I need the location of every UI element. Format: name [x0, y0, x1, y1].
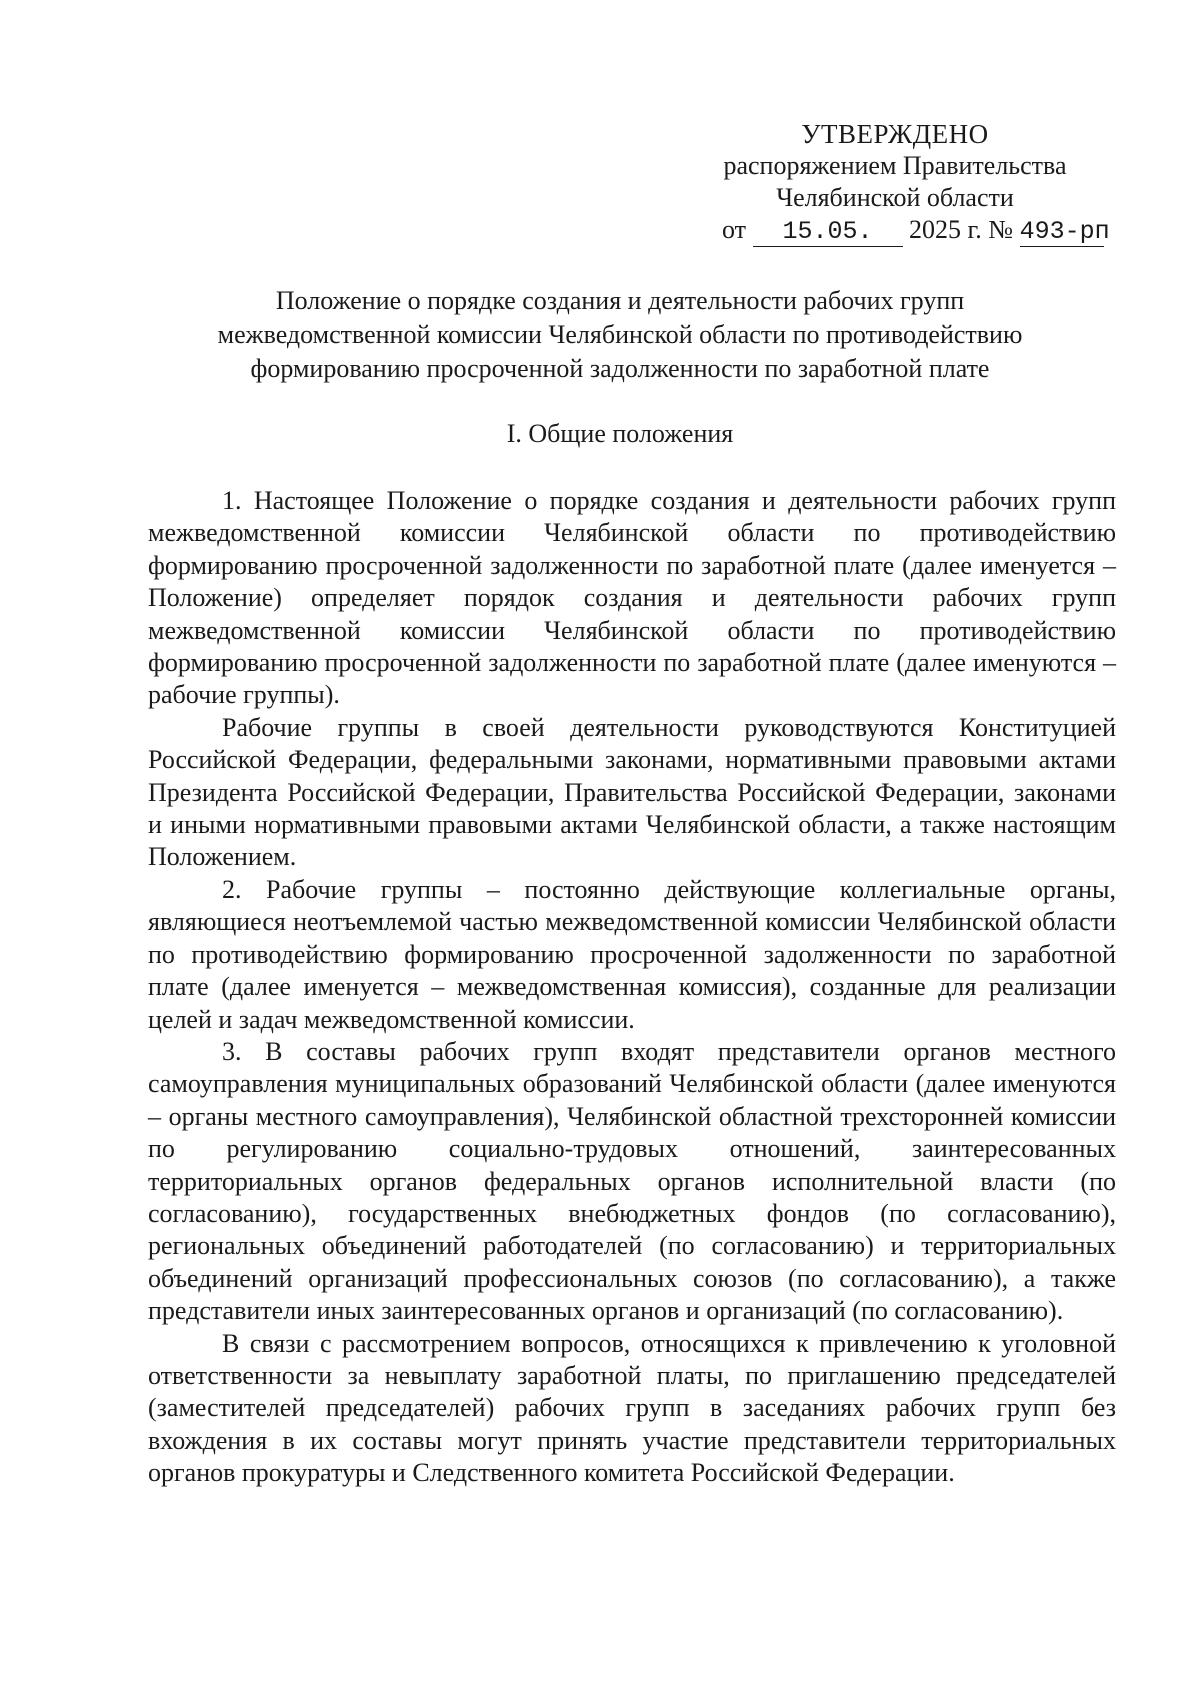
approved-heading: УТВЕРЖДЕНО [801, 119, 989, 149]
approval-year-label: 2025 г. № [909, 215, 1014, 244]
date-prefix: от [722, 215, 747, 244]
title-line-3: формированию просроченной задолженности по заработной плате [250, 354, 990, 383]
approval-date-value: 15.05. [753, 218, 903, 247]
document-title [150, 284, 1090, 386]
paragraph-4: 3. В составы рабочих групп входят представители органов местного самоуправления муниципальных образований Челябинской области (далее именуются – органы местного самоуправления), Челябинской областной трехсторонней комиссии по регулированию социально-трудовых отношений, заинтересованных территориальных органов федеральных органов исполнительной власти (по согласованию), государственных внебюджетных фондов (по согласованию), региональных объединений работодателей (по согласованию) и территориальных объединений организаций профессиональных союзов (по согласованию), а также представители иных заинтересованных органов и организаций (по согласованию). [148, 1036, 1116, 1326]
title-line-2: межведомственной комиссии Челябинской области по противодействию [217, 320, 1023, 349]
approval-line-2: Челябинской области [776, 183, 1014, 212]
title-line-1: Положение о порядке создания и деятельности рабочих групп [275, 286, 965, 315]
paragraph-3: 2. Рабочие группы – постоянно действующие коллегиальные органы, являющиеся неотъемлемой частью межведомственной комиссии Челябинской области по противодействию формированию просроченной задолженности по заработной плате (далее именуется – межведомственная комиссия), созданные для реализации целей и задач межведомственной комиссии. [148, 874, 1116, 1034]
approval-line-1: распоряжением Правительства [723, 151, 1067, 180]
paragraph-5: В связи с рассмотрением вопросов, относящихся к привлечению к уголовной ответственности за невыплату заработной платы, по приглашению председателей (заместителей председателей) рабочих групп в заседаниях рабочих групп без вхождения в их составы могут принять участие представители территориальных органов прокуратуры и Следственного комитета Российской Федерации. [148, 1328, 1116, 1488]
approval-date-line [660, 214, 1130, 247]
paragraph-1: 1. Настоящее Положение о порядке создания и деятельности рабочих групп межведомственной комиссии Челябинской области по противодействию формированию просроченной задолженности по заработной плате (далее именуется – Положение) определяет порядок создания и деятельности рабочих групп межведомственной комиссии Челябинской области по противодействию формированию просроченной задолженности по заработной плате (далее именуются – рабочие группы). [148, 486, 1116, 710]
approval-number-value: 493-рп [1019, 217, 1110, 246]
approval-stamp-block [660, 118, 1130, 247]
section-heading: I. Общие положения [506, 419, 734, 448]
paragraph-2: Рабочие группы в своей деятельности руководствуются Конституцией Российской Федерации, федеральными законами, нормативными правовыми актами Президента Российской Федерации, Правительства Российской Федерации, законами и иными нормативными правовыми актами Челябинской области, а также настоящим Положением. [148, 712, 1116, 872]
document-body [148, 485, 1116, 1490]
